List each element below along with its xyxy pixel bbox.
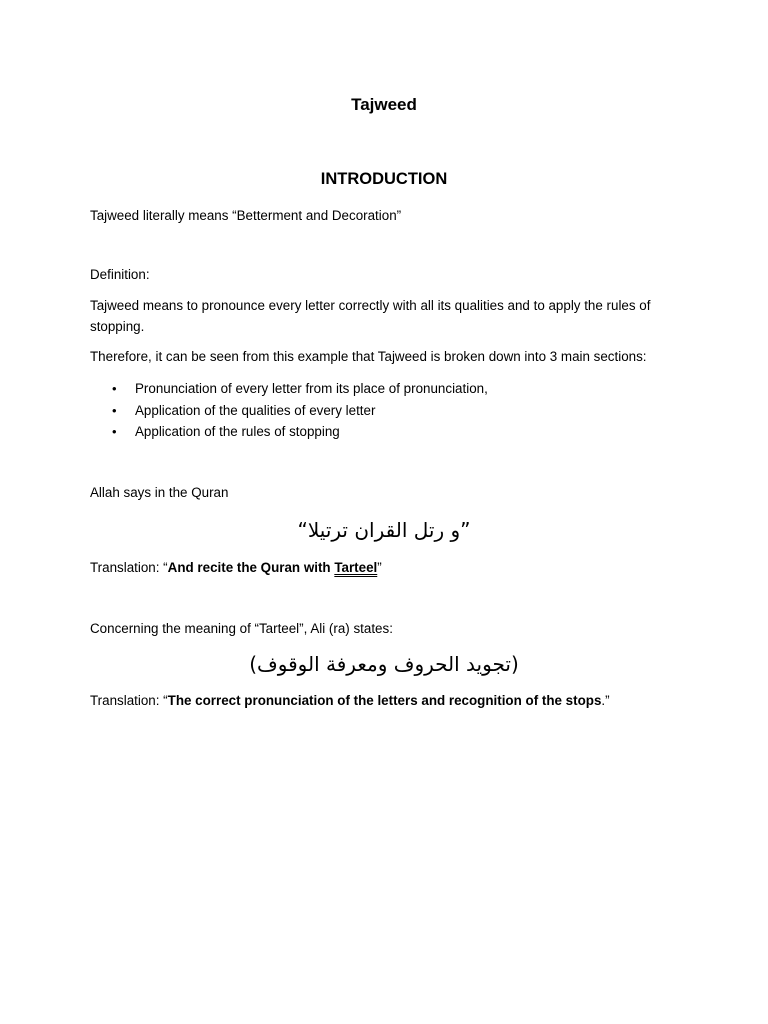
definition-text: Tajweed means to pronounce every letter correctly with all its qualities and to apply the rules of stopping. [90,298,651,334]
list-item-text: Application of the qualities of every letter [135,402,376,418]
tarteel-underlined-word: Tarteel [334,560,378,575]
bullet-icon: • [112,424,117,439]
translation-suffix: ” [377,560,382,575]
document-title: Tajweed [351,95,417,114]
translation-line-1 [90,559,382,577]
tarteel-intro: Concerning the meaning of “Tarteel”, Ali (ra) states: [90,621,393,636]
list-item [90,400,690,422]
translation-prefix: Translation: “ [90,560,168,575]
translation-bold-text: And recite the Quran with [167,560,335,575]
translation-bold-text: The correct pronunciation of the letters and recognition of the stops [167,693,602,708]
list-item-text: Application of the rules of stopping [135,424,340,439]
bullet-icon: • [112,402,117,418]
tarteel-arabic: (تجويد الحروف ومعرفة الوقوف) [249,652,519,676]
list-item [90,378,690,400]
translation-prefix: Translation: “ [90,693,168,708]
definition-label: Definition: [90,267,150,282]
sections-intro: Therefore, it can be seen from this example that Tajweed is broken down into 3 main sections: [90,349,647,364]
section-heading: INTRODUCTION [320,170,448,188]
list-item-text: Pronunciation of every letter from its place of pronunciation, [135,381,488,396]
translation-line-2 [90,692,610,710]
sections-list [90,378,690,443]
list-item [90,421,690,443]
quran-intro: Allah says in the Quran [90,485,229,500]
quran-verse-arabic: “و رتل القران ترتيلا” [297,518,471,542]
translation-suffix: .” [601,693,610,708]
bullet-icon: • [112,381,117,396]
intro-line: Tajweed literally means “Betterment and Decoration” [90,208,402,223]
